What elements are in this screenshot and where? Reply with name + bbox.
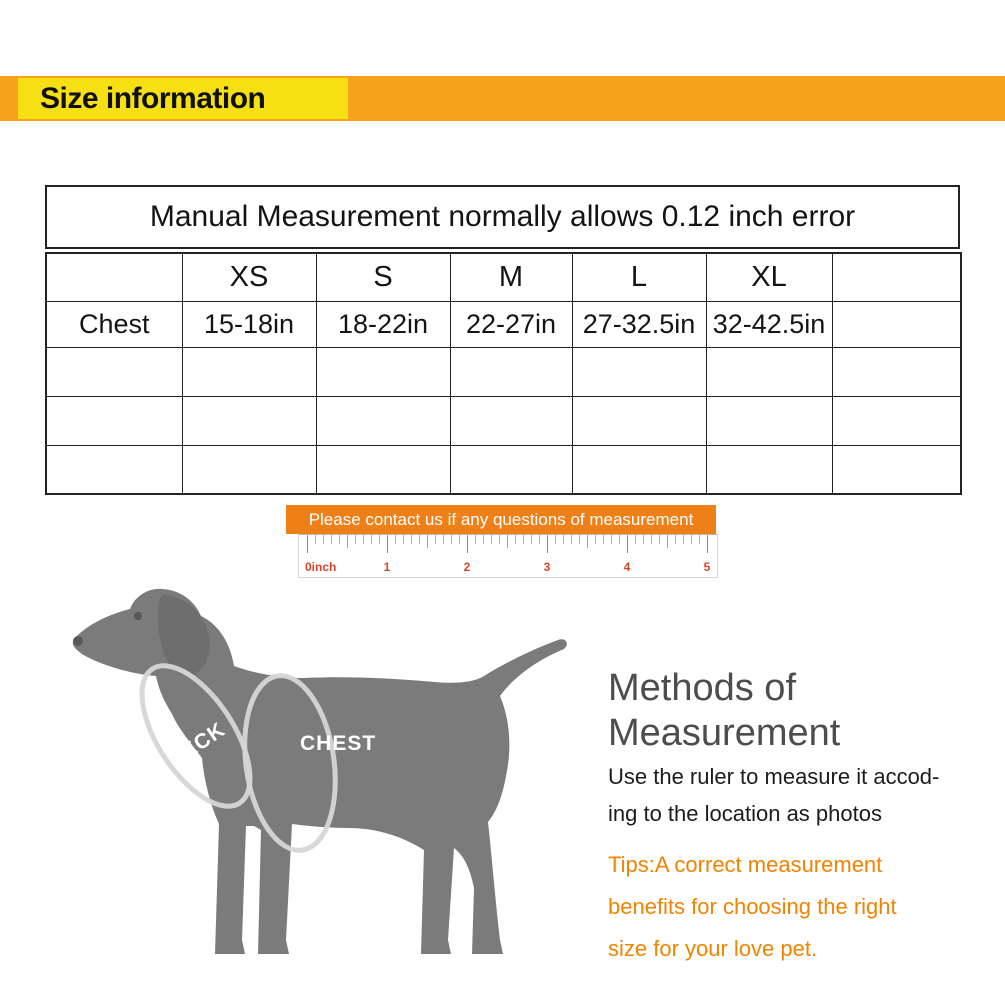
ruler-label-2: 2 bbox=[463, 560, 471, 574]
size-col-header bbox=[46, 253, 182, 301]
size-table bbox=[45, 252, 962, 495]
chest-value-xl: 32-42.5in bbox=[706, 301, 832, 347]
ruler-label-5: 5 bbox=[703, 560, 711, 574]
size-table-header-row bbox=[46, 253, 961, 301]
dog-silhouette bbox=[73, 589, 567, 954]
neck-label: NECK bbox=[163, 718, 230, 773]
page-title: Size information bbox=[40, 81, 266, 115]
ruler-label-0: 0inch bbox=[305, 560, 337, 574]
dog-diagram-svg bbox=[50, 578, 590, 968]
table-row-empty bbox=[46, 347, 961, 396]
measurement-note: Manual Measurement normally allows 0.12 inch error bbox=[45, 185, 960, 249]
table-row-chest bbox=[46, 301, 961, 347]
table-row-empty bbox=[46, 396, 961, 445]
ruler-major-ticks bbox=[307, 535, 711, 553]
ruler-label-1: 1 bbox=[383, 560, 391, 574]
ruler-label-4: 4 bbox=[623, 560, 631, 574]
size-col-header-extra bbox=[832, 253, 961, 301]
instruction-line1: Use the ruler to measure it accod- bbox=[608, 764, 940, 789]
size-col-header-m: M bbox=[450, 253, 572, 301]
row-label-chest: Chest bbox=[46, 301, 182, 347]
methods-instructions bbox=[608, 758, 939, 832]
tips-line1: Tips:A correct measurement bbox=[608, 852, 883, 877]
tips-line2: benefits for choosing the right bbox=[608, 894, 897, 919]
ruler-graphic bbox=[298, 534, 718, 578]
size-col-header-s: S bbox=[316, 253, 450, 301]
table-row-empty bbox=[46, 445, 961, 494]
dog-nose bbox=[73, 636, 83, 646]
chest-value-s: 18-22in bbox=[316, 301, 450, 347]
size-information-tab bbox=[18, 78, 348, 119]
methods-section bbox=[608, 666, 998, 961]
dog-eye bbox=[134, 612, 142, 620]
dog-measurement-diagram bbox=[50, 578, 590, 973]
chest-value-l: 27-32.5in bbox=[572, 301, 706, 347]
chest-value-xs: 15-18in bbox=[182, 301, 316, 347]
methods-title-line2: Measurement bbox=[608, 712, 841, 754]
size-col-header-xs: XS bbox=[182, 253, 316, 301]
chest-label: CHEST bbox=[300, 732, 377, 755]
tips-line3: size for your love pet. bbox=[608, 936, 818, 961]
tips-text bbox=[608, 844, 897, 970]
contact-banner: Please contact us if any questions of measurement bbox=[286, 505, 716, 534]
size-col-header-l: L bbox=[572, 253, 706, 301]
instruction-line2: ing to the location as photos bbox=[608, 801, 882, 826]
top-banner-strip bbox=[0, 76, 1005, 121]
chest-value-m: 22-27in bbox=[450, 301, 572, 347]
methods-title-line1: Methods of bbox=[608, 667, 796, 709]
chest-value-extra bbox=[832, 301, 961, 347]
ruler-label-3: 3 bbox=[543, 560, 551, 574]
size-col-header-xl: XL bbox=[706, 253, 832, 301]
